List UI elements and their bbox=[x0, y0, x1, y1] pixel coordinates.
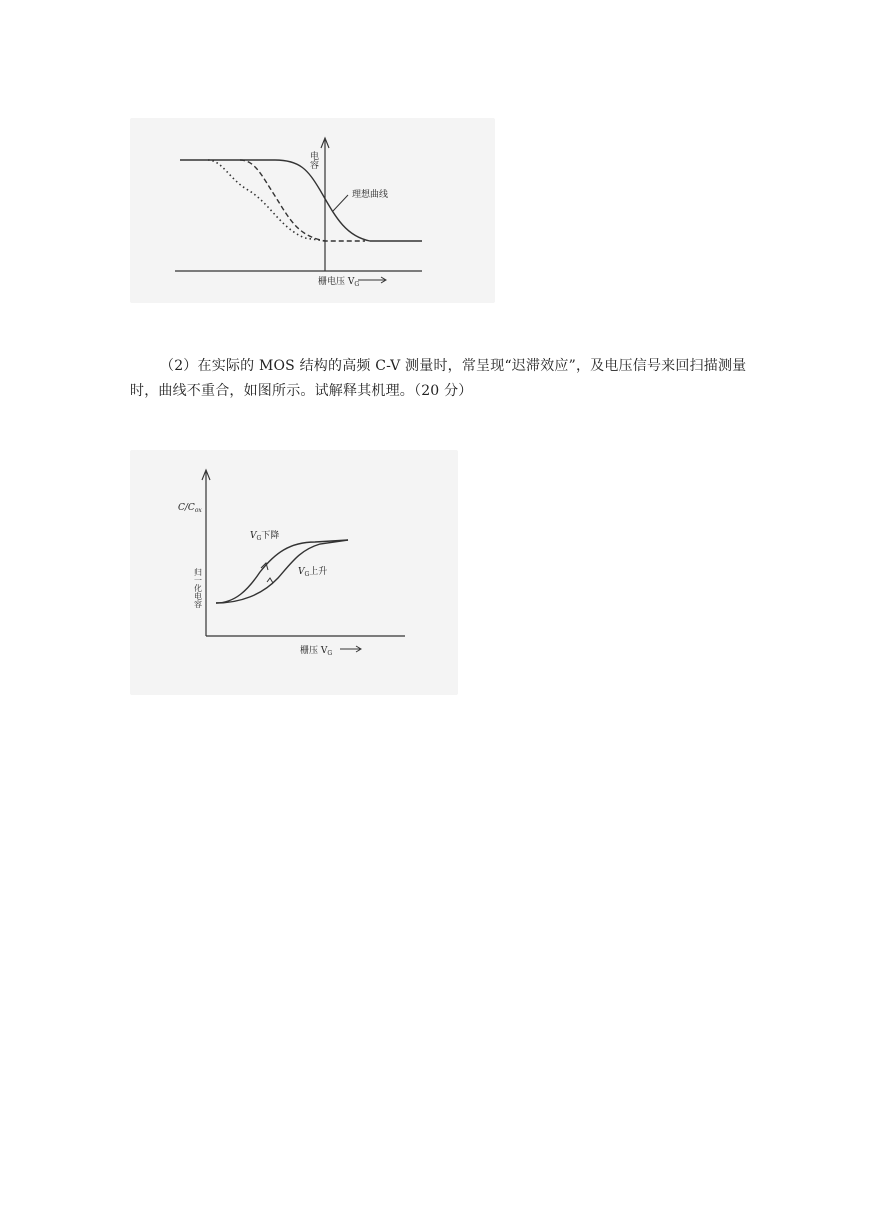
vg-falling-curve bbox=[216, 540, 348, 603]
question-paragraph bbox=[130, 354, 750, 404]
y-axis-mid-label: 归一化电容 bbox=[193, 568, 203, 608]
rising-direction-arrow bbox=[267, 578, 273, 583]
curve-label-pointer bbox=[333, 195, 348, 211]
hysteresis-cv-plot bbox=[130, 450, 458, 695]
ideal-curve-label: 理想曲线 bbox=[352, 190, 389, 200]
ideal-cv-plot bbox=[130, 118, 495, 303]
question-text: （2）在实际的 MOS 结构的高频 C-V 测量时，常呈现“迟滞效应”，及电压信号来回扫描测量时，曲线不重合，如图所示。试解释其机理。（20 分） bbox=[130, 358, 747, 399]
vg-falling-label: $V_G$下降 bbox=[250, 531, 280, 542]
y-axis-label: 电容 bbox=[308, 151, 318, 169]
ideal-curve bbox=[180, 160, 422, 241]
vg-rising-label: $V_G$上升 bbox=[298, 567, 328, 578]
x-axis-label: 栅压 $V_G$ bbox=[300, 646, 333, 657]
y-axis-label: $C/C_{ox}$ bbox=[178, 503, 202, 514]
vg-rising-curve bbox=[216, 540, 348, 603]
hysteresis-cv-figure bbox=[130, 450, 458, 695]
ideal-cv-figure bbox=[130, 118, 495, 303]
x-axis-label: 栅电压 $V_G$ bbox=[318, 277, 360, 288]
